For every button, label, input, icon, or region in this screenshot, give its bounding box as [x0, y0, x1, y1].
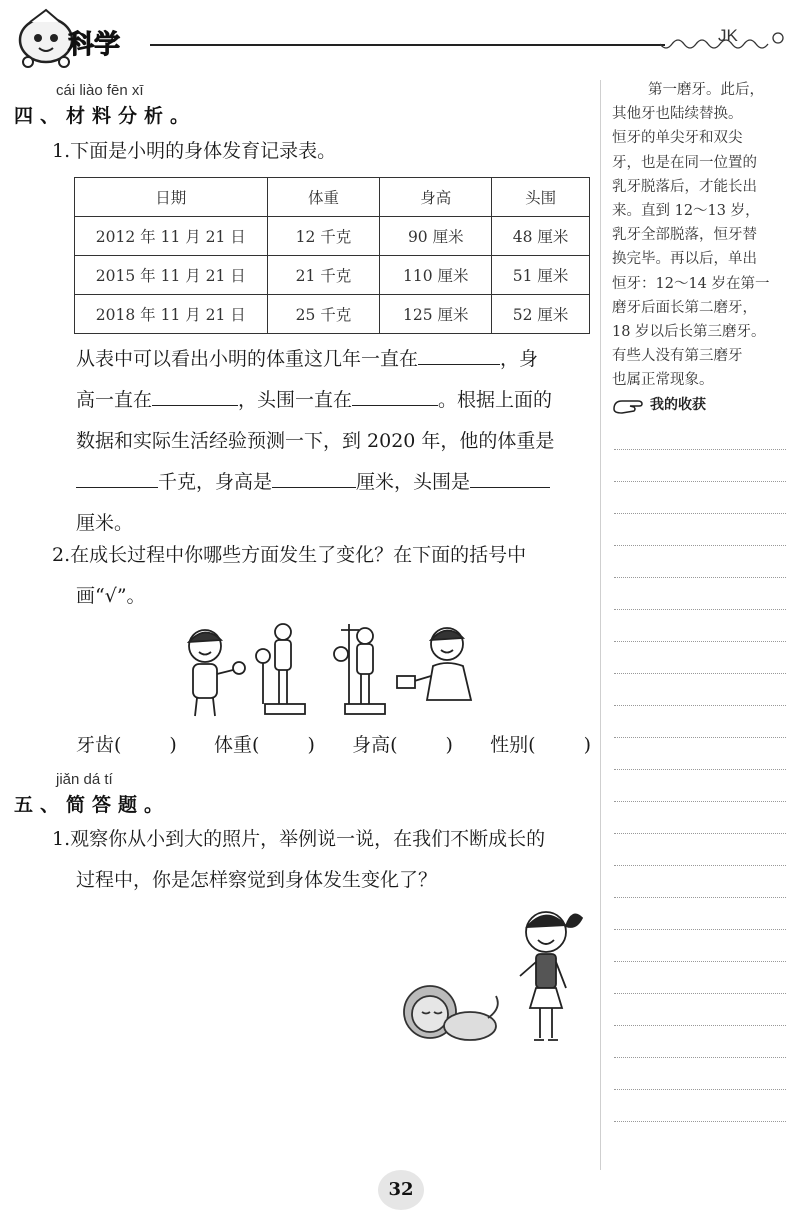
fill-line-4: 千克，身高是 厘米，头围是 [76, 462, 596, 503]
writing-line[interactable] [614, 961, 786, 962]
answer-blank[interactable] [76, 486, 158, 488]
writing-line[interactable] [614, 513, 786, 514]
table-row [75, 256, 590, 295]
height-measure-illustration [334, 624, 385, 714]
table-cell: 2018 年 11 月 21 日 [75, 295, 268, 334]
table-header-cell: 头围 [492, 178, 590, 217]
table-cell: 90 厘米 [380, 217, 492, 256]
table-header-cell: 身高 [380, 178, 492, 217]
writing-line[interactable] [614, 897, 786, 898]
margin-separator [600, 80, 601, 1170]
writing-line[interactable] [614, 865, 786, 866]
section4-heading: 四、材料分析。 [14, 105, 197, 127]
sleeping-baby-illustration [404, 986, 498, 1040]
writing-line[interactable] [614, 673, 786, 674]
option-height: 身高( ) [352, 734, 453, 756]
answer-blank[interactable] [272, 486, 356, 488]
growth-record-table [74, 177, 590, 334]
writing-line[interactable] [614, 577, 786, 578]
answer-blank[interactable] [152, 404, 238, 406]
table-cell: 51 厘米 [492, 256, 590, 295]
boy-pointing-at-teeth-illustration [189, 630, 245, 716]
writing-line[interactable] [614, 545, 786, 546]
writing-line[interactable] [614, 1025, 786, 1026]
writing-line[interactable] [614, 705, 786, 706]
writing-line[interactable] [614, 609, 786, 610]
sidebar-note: 第一磨牙。此后， 其他牙也陆续替换。 恒牙的单尖牙和双尖 牙，也是在同一位置的 乳牙脱落后，才能长出 来。直到 12～13 岁， 乳牙全部脱落，恒牙替 换完毕。再以后，单出 恒牙：12～14 岁在第一 磨牙后面长第二磨牙， 18 岁以后长第三磨牙。 有些人没有第三磨牙 也属正常现象。 [612, 82, 770, 389]
fill-line-3: 数据和实际生活经验预测一下，到 2020 年，他的体重是 [76, 430, 555, 452]
fill-line-1: 从表中可以看出小明的体重这几年一直在 ，身 [76, 348, 539, 370]
writing-line[interactable] [614, 1121, 786, 1122]
girl-illustration [520, 912, 582, 1040]
section5-pinyin: jiǎn dá tí [56, 771, 113, 788]
writing-line[interactable] [614, 993, 786, 994]
section4-pinyin: cái liào fēn xī [56, 82, 144, 99]
edition-tag: JK [718, 26, 738, 45]
pointing-hand-icon [612, 393, 646, 415]
q2-text: 2.在成长过程中你哪些方面发生了变化？在下面的括号中 画“√”。 [52, 544, 527, 607]
answer-blank[interactable] [470, 486, 550, 488]
option-gender: 性别( ) [490, 734, 591, 756]
subject-title: 科学 [68, 30, 121, 60]
my-harvest-label: 我的收获 [612, 393, 706, 415]
table-header-cell: 体重 [267, 178, 380, 217]
table-cell: 21 千克 [267, 256, 380, 295]
table-row [75, 217, 590, 256]
table-row [75, 295, 590, 334]
answer-blank[interactable] [352, 404, 438, 406]
q1-intro: 1.下面是小明的身体发育记录表。 [52, 140, 337, 162]
q2-options-row [76, 730, 591, 757]
table-cell: 25 千克 [267, 295, 380, 334]
answer-blank[interactable] [418, 363, 500, 365]
header-wave-decoration [660, 32, 790, 58]
weight-scale-illustration [256, 624, 305, 714]
table-cell: 52 厘米 [492, 295, 590, 334]
writing-line[interactable] [614, 641, 786, 642]
fill-line-2: 高一直在 ，头围一直在 。根据上面的 [76, 389, 553, 411]
writing-line[interactable] [614, 1089, 786, 1090]
table-cell: 48 厘米 [492, 217, 590, 256]
fill-line-5: 厘米。 [76, 512, 134, 534]
table-cell: 110 厘米 [380, 256, 492, 295]
header-rule [150, 44, 665, 46]
baby-and-girl-illustration [396, 900, 596, 1050]
table-header-row [75, 178, 590, 217]
table-header-cell: 日期 [75, 178, 268, 217]
writing-line[interactable] [614, 769, 786, 770]
option-weight: 体重( ) [214, 734, 315, 756]
option-teeth: 牙齿( ) [76, 734, 177, 756]
growth-illustrations [175, 620, 495, 720]
writing-line[interactable] [614, 929, 786, 930]
page-number: 32 [378, 1170, 424, 1210]
table-cell: 2012 年 11 月 21 日 [75, 217, 268, 256]
table-cell: 2015 年 11 月 21 日 [75, 256, 268, 295]
section5-q1-text: 1.观察你从小到大的照片，举例说一说，在我们不断成长的 过程中，你是怎样察觉到身体发生变化了？ [52, 828, 546, 891]
section5-heading: 五、简答题。 [14, 794, 171, 816]
table-cell: 125 厘米 [380, 295, 492, 334]
writing-line[interactable] [614, 449, 786, 450]
writing-line[interactable] [614, 1057, 786, 1058]
q1-fill-paragraph [76, 339, 596, 544]
writing-line[interactable] [614, 737, 786, 738]
table-cell: 12 千克 [267, 217, 380, 256]
boy-holding-card-illustration [397, 628, 471, 700]
writing-line[interactable] [614, 801, 786, 802]
writing-line[interactable] [614, 481, 786, 482]
writing-line[interactable] [614, 833, 786, 834]
